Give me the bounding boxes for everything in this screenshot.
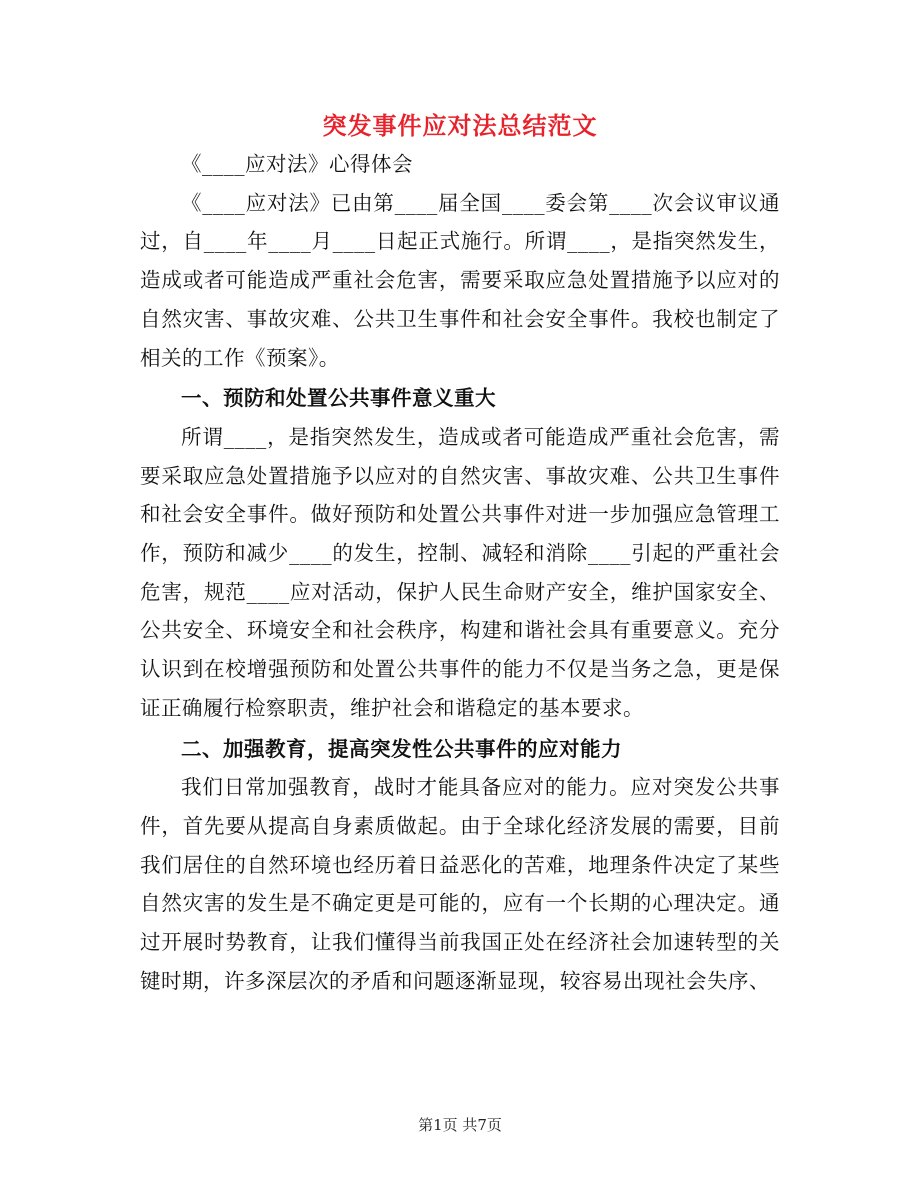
paragraph-intro: 《____应对法》已由第____届全国____委会第____次会议审议通过，自____年____月____日起正式施行。所谓____，是指突然发生，造成或者可能造成严重社会危害，需要采取应急处置措施予以应对的自然灾害、事故灾难、公共卫生事件和社会安全事件。我校也制定了相关的工作《预案》。 — [140, 190, 780, 370]
section-heading-2: 二、加强教育，提高突发性公共事件的应对能力 — [181, 736, 622, 761]
paragraph-section-2: 我们日常加强教育，战时才能具备应对的能力。应对突发公共事件，首先要从提高自身素质做起。由于全球化经济发展的需要，目前我们居住的自然环境也经历着日益恶化的苦难，地理条件决定了某些自然灾害的发生是不确定更是可能的，应有一个长期的心理决定。通过开展时势教育，让我们懂得当前我国正处在经济社会加速转型的关键时期，许多深层次的矛盾和问题逐渐显现，较容易出现社会失序、 — [140, 775, 780, 993]
paragraph-section-1: 所谓____，是指突然发生，造成或者可能造成严重社会危害，需要采取应急处置措施予以应对的自然灾害、事故灾难、公共卫生事件和社会安全事件。做好预防和处置公共事件对进一步加强应急管理工作，预防和减少____的发生，控制、减轻和消除____引起的严重社会危害，规范____应对活动，保护人民生命财产安全，维护国家安全、公共安全、环境安全和社会秩序，构建和谐社会具有重要意义。充分认识到在校增强预防和处置公共事件的能力不仅是当务之急，更是保证正确履行检察职责，维护社会和谐稳定的基本要求。 — [140, 424, 780, 720]
document-title: 突发事件应对法总结范文 — [322, 111, 598, 140]
paragraph-subtitle: 《____应对法》心得体会 — [181, 152, 413, 176]
document-body — [140, 145, 780, 1000]
page-number-footer: 第1页 共7页 — [418, 1116, 502, 1134]
section-heading-1: 一、预防和处置公共事件意义重大 — [181, 386, 496, 411]
